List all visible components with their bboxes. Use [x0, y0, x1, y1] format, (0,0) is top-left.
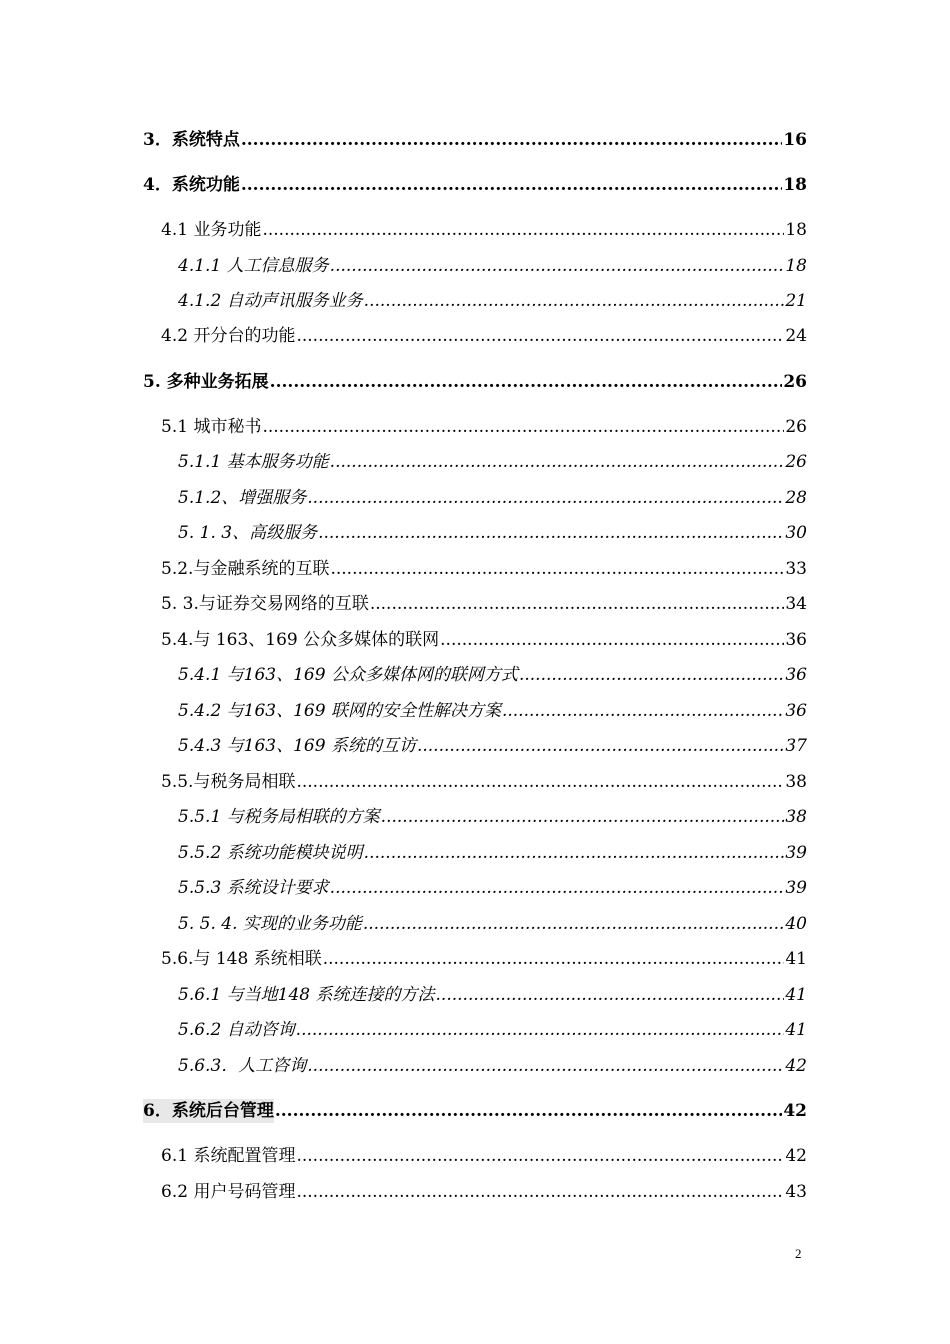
toc-leader — [262, 218, 784, 242]
toc-title: 4．系统功能 — [143, 175, 240, 195]
toc-leader — [363, 912, 784, 936]
toc-entry[interactable] — [178, 912, 807, 936]
toc-page: 28 — [785, 488, 807, 508]
toc-entry[interactable] — [178, 734, 807, 758]
toc-entry[interactable] — [178, 289, 807, 313]
toc-title: 4.1 业务功能 — [161, 220, 262, 240]
toc-page: 16 — [783, 130, 807, 150]
toc-page: 39 — [785, 843, 807, 863]
toc-page: 37 — [785, 736, 807, 756]
toc-entry[interactable] — [161, 557, 807, 581]
toc-title: 5.5.与税务局相联 — [161, 772, 296, 792]
toc-title: 6.1 系统配置管理 — [161, 1146, 296, 1166]
toc-entry[interactable] — [178, 450, 807, 474]
toc-title: 5.4.3 与163、169 系统的互访 — [178, 736, 416, 756]
toc-entry[interactable] — [178, 805, 807, 829]
toc-entry[interactable] — [143, 1099, 807, 1123]
toc-page: 18 — [783, 175, 807, 195]
toc-leader — [241, 128, 782, 152]
toc-page: 36 — [785, 701, 807, 721]
toc-title: 5.4.2 与163、169 联网的安全性解决方案 — [178, 701, 501, 721]
toc-title: 5. 多种业务拓展 — [143, 372, 269, 392]
toc-page: 18 — [785, 256, 807, 276]
toc-title: 4.1.2 自动声讯服务业务 — [178, 291, 363, 311]
toc-title: 6.2 用户号码管理 — [161, 1182, 296, 1202]
toc-page: 34 — [785, 594, 807, 614]
toc-leader — [270, 370, 783, 394]
toc-page: 18 — [785, 220, 807, 240]
toc-entry[interactable] — [178, 876, 807, 900]
toc-leader — [370, 592, 785, 616]
toc-title: 5.6.3．人工咨询 — [178, 1056, 307, 1076]
toc-page: 41 — [785, 1020, 807, 1040]
toc-leader — [296, 324, 784, 348]
toc-leader — [318, 521, 784, 545]
toc-title: 4.2 开分台的功能 — [161, 326, 296, 346]
toc-title: 5.6.2 自动咨询 — [178, 1020, 295, 1040]
toc-leader — [307, 486, 784, 510]
toc-leader — [381, 805, 785, 829]
toc-page: 24 — [785, 326, 807, 346]
toc-leader — [296, 1018, 785, 1042]
toc-leader — [436, 983, 785, 1007]
toc-leader — [440, 628, 784, 652]
toc-entry[interactable] — [178, 841, 807, 865]
toc-leader — [241, 173, 782, 197]
toc-title: 5.1.2、增强服务 — [178, 488, 307, 508]
toc-entry[interactable] — [143, 128, 807, 152]
toc-page: 36 — [785, 665, 807, 685]
toc-title: 6．系统后台管理 — [143, 1101, 274, 1121]
toc-entry[interactable] — [161, 1180, 807, 1204]
toc-entry[interactable] — [161, 628, 807, 652]
toc-page: 43 — [785, 1182, 807, 1202]
toc-page: 40 — [785, 914, 807, 934]
toc-title: 5.4.与 163、169 公众多媒体的联网 — [161, 630, 440, 650]
toc-title: 5.5.3 系统设计要求 — [178, 878, 329, 898]
toc-entry[interactable] — [161, 592, 807, 616]
toc-page: 42 — [783, 1101, 807, 1121]
toc-title: 5.6.与 148 系统相联 — [161, 949, 322, 969]
toc-entry[interactable] — [143, 173, 807, 197]
toc-entry[interactable] — [161, 218, 807, 242]
toc-leader — [296, 1180, 784, 1204]
toc-leader — [262, 415, 784, 439]
toc-entry[interactable] — [178, 486, 807, 510]
toc-entry[interactable] — [178, 1054, 807, 1078]
toc-entry[interactable] — [161, 324, 807, 348]
toc-title: 5.2.与金融系统的互联 — [161, 559, 330, 579]
toc-leader — [364, 289, 785, 313]
toc-entry[interactable] — [178, 521, 807, 545]
toc-entry[interactable] — [178, 983, 807, 1007]
toc-title: 5.1.1 基本服务功能 — [178, 452, 329, 472]
toc-page: 33 — [785, 559, 807, 579]
toc-page: 30 — [785, 523, 807, 543]
toc-page: 26 — [785, 452, 807, 472]
toc-leader — [330, 254, 785, 278]
toc-leader — [296, 770, 784, 794]
toc-title: 5.4.1 与163、169 公众多媒体网的联网方式 — [178, 665, 518, 685]
toc-page: 41 — [785, 949, 807, 969]
toc-title: 5. 3.与证券交易网络的互联 — [161, 594, 369, 614]
toc-leader — [519, 663, 784, 687]
toc-title: 5.1 城市秘书 — [161, 417, 262, 437]
toc-title: 4.1.1 人工信息服务 — [178, 256, 329, 276]
toc-leader — [296, 1144, 784, 1168]
toc-page: 42 — [785, 1056, 807, 1076]
toc-entry[interactable] — [178, 699, 807, 723]
toc-page: 36 — [785, 630, 807, 650]
toc-entry[interactable] — [161, 770, 807, 794]
toc-leader — [330, 450, 785, 474]
toc-page: 38 — [785, 807, 807, 827]
toc-title: 5.6.1 与当地148 系统连接的方法 — [178, 985, 435, 1005]
toc-entry[interactable] — [178, 1018, 807, 1042]
toc-page: 41 — [785, 985, 807, 1005]
toc-page: 42 — [785, 1146, 807, 1166]
toc-entry[interactable] — [178, 663, 807, 687]
toc-entry[interactable] — [143, 370, 807, 394]
toc-title: 5. 1. 3、高级服务 — [178, 523, 318, 543]
toc-leader — [330, 557, 784, 581]
toc-leader — [417, 734, 784, 758]
toc-page: 39 — [785, 878, 807, 898]
toc-title: 3．系统特点 — [143, 130, 240, 150]
toc-title: 5. 5. 4. 实现的业务功能 — [178, 914, 362, 934]
toc-entry[interactable] — [161, 947, 807, 971]
toc-title: 5.5.1 与税务局相联的方案 — [178, 807, 380, 827]
toc-leader — [502, 699, 784, 723]
toc-page: 38 — [785, 772, 807, 792]
toc-leader — [330, 876, 785, 900]
toc-page: 21 — [785, 291, 807, 311]
toc-title: 5.5.2 系统功能模块说明 — [178, 843, 363, 863]
toc-page: 26 — [783, 372, 807, 392]
toc-leader — [307, 1054, 784, 1078]
toc-leader — [275, 1099, 782, 1123]
toc-entry[interactable] — [161, 1144, 807, 1168]
page-number: 2 — [795, 1246, 802, 1261]
toc-leader — [364, 841, 785, 865]
toc-page: 26 — [785, 417, 807, 437]
toc-leader — [323, 947, 785, 971]
toc-entry[interactable] — [178, 254, 807, 278]
toc-entry[interactable] — [161, 415, 807, 439]
